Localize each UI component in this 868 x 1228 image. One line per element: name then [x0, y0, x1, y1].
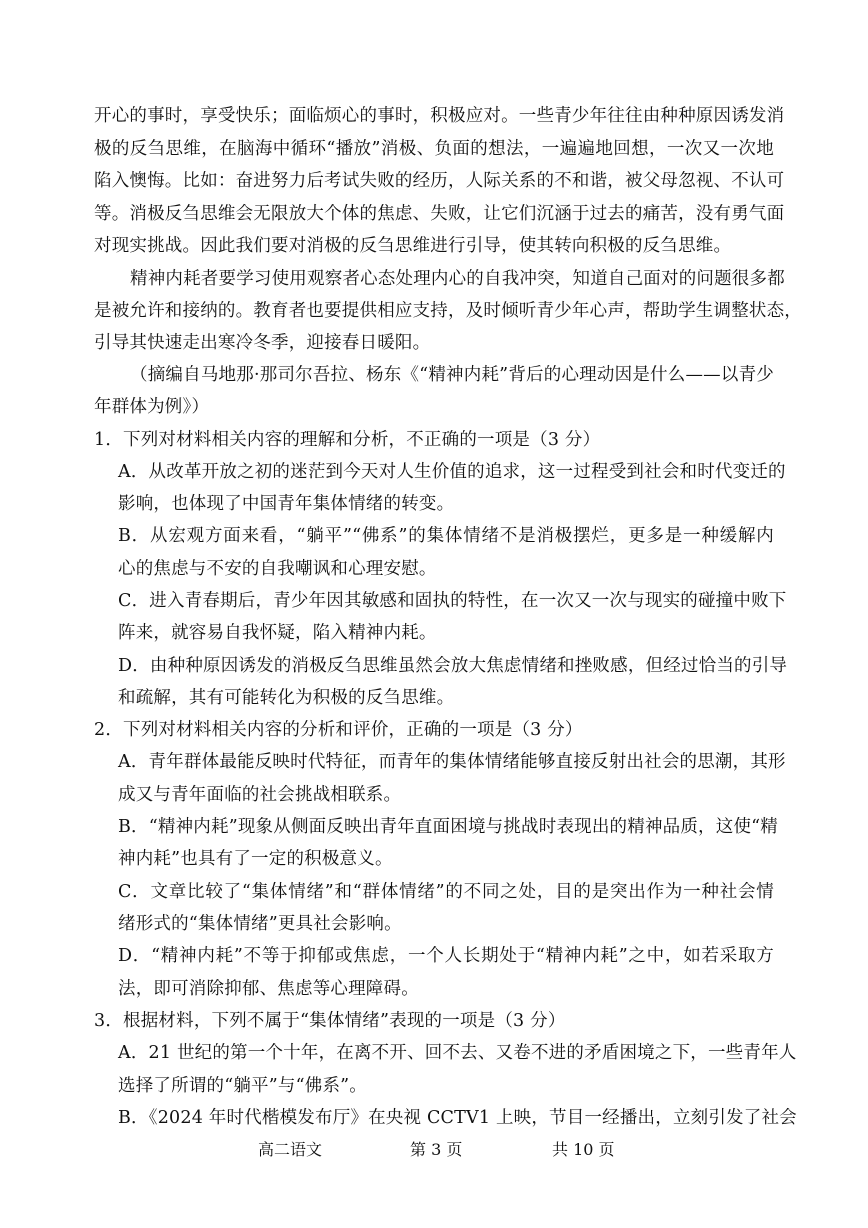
question-stem: 2．下列对材料相关内容的分析和评价，正确的一项是（3 分） [94, 720, 583, 740]
option-a: A．21 世纪的第一个十年，在离不开、回不去、又卷不进的矛盾困境之下，一些青年人 [118, 1043, 797, 1063]
footer-subject: 高二语文 [258, 1140, 323, 1159]
option-c: C．文章比较了“集体情绪”和“群体情绪”的不同之处，目的是突出作为一种社会情 [118, 882, 774, 902]
option-b: B．《2024 年时代楷模发布厅》在央视 CCTV1 上映，节目一经播出，立刻引发了社会 [118, 1108, 797, 1128]
option-c: C．进入青春期后，青少年因其敏感和固执的特性，在一次又一次与现实的碰撞中败下 [118, 591, 787, 611]
option-b: B．从宏观方面来看，“躺平”“佛系”的集体情绪不是消极摆烂，更多是一种缓解内 [118, 526, 774, 546]
option-a: A．从改革开放之初的迷茫到今天对人生价值的追求，这一过程受到社会和时代变迁的 [118, 462, 786, 482]
passage-line: 精神内耗者要学习使用观察者心态处理内心的自我冲突，知道自己面对的问题很多都 [130, 269, 785, 289]
option-b: B．“精神内耗”现象从侧面反映出青年直面困境与挑战时表现出的精神品质，这使“精 [118, 817, 778, 837]
source-citation: （摘编自马地那·那司尔吾拉、杨东《“精神内耗”背后的心理动因是什么——以青少 [130, 365, 774, 385]
option-b-cont: 心的焦虑与不安的自我嘲讽和心理安慰。 [118, 559, 437, 579]
option-d-cont: 法，即可消除抑郁、焦虑等心理障碍。 [118, 979, 419, 999]
passage-line: 是被允许和接纳的。教育者也要提供相应支持，及时倾听青少年心声，帮助学生调整状态， [94, 301, 802, 321]
footer-total-pages: 共 10 页 [552, 1140, 615, 1159]
option-a-cont: 影响，也体现了中国青年集体情绪的转变。 [118, 494, 455, 514]
option-d: D．由种种原因诱发的消极反刍思维虽然会放大焦虑情绪和挫败感，但经过恰当的引导 [118, 656, 788, 676]
option-d: D．“精神内耗”不等于抑郁或焦虑，一个人长期处于“精神内耗”之中，如若采取方 [118, 946, 774, 966]
footer-page-number: 第 3 页 [410, 1140, 463, 1159]
passage-line: 陷入懊悔。比如：奋进努力后考试失败的经历，人际关系的不和谐，被父母忽视、不认可 [94, 171, 785, 191]
passage-line: 对现实挑战。因此我们要对消极的反刍思维进行引导，使其转向积极的反刍思维。 [94, 236, 732, 256]
option-c-cont: 阵来，就容易自我怀疑，陷入精神内耗。 [118, 623, 437, 643]
passage-line: 极的反刍思维，在脑海中循环“播放”消极、负面的想法，一遍遍地回想，一次又一次地 [94, 139, 774, 159]
question-stem: 3．根据材料，下列不属于“集体情绪”表现的一项是（3 分） [94, 1011, 566, 1031]
passage-line: 开心的事时，享受快乐；面临烦心的事时，积极应对。一些青少年往往由种种原因诱发消 [94, 106, 785, 126]
passage-line: 引导其快速走出寒冷冬季，迎接春日暖阳。 [94, 333, 431, 353]
passage-line: 等。消极反刍思维会无限放大个体的焦虑、失败，让它们沉涵于过去的痛苦，没有勇气面 [94, 204, 785, 224]
option-a-cont: 选择了所谓的“躺平”与“佛系”。 [118, 1076, 367, 1096]
source-citation: 年群体为例》） [94, 397, 210, 417]
option-a: A．青年群体最能反映时代特征，而青年的集体情绪能够直接反射出社会的思潮，其形 [118, 752, 786, 772]
option-c-cont: 绪形式的“集体情绪”更具社会影响。 [118, 914, 402, 934]
question-stem: 1．下列对材料相关内容的理解和分析，不正确的一项是（3 分） [94, 430, 601, 450]
option-a-cont: 成又与青年面临的社会挑战相联系。 [118, 785, 402, 805]
option-b-cont: 神内耗”也具有了一定的积极意义。 [118, 849, 393, 869]
option-d-cont: 和疏解，其有可能转化为积极的反刍思维。 [118, 688, 455, 708]
